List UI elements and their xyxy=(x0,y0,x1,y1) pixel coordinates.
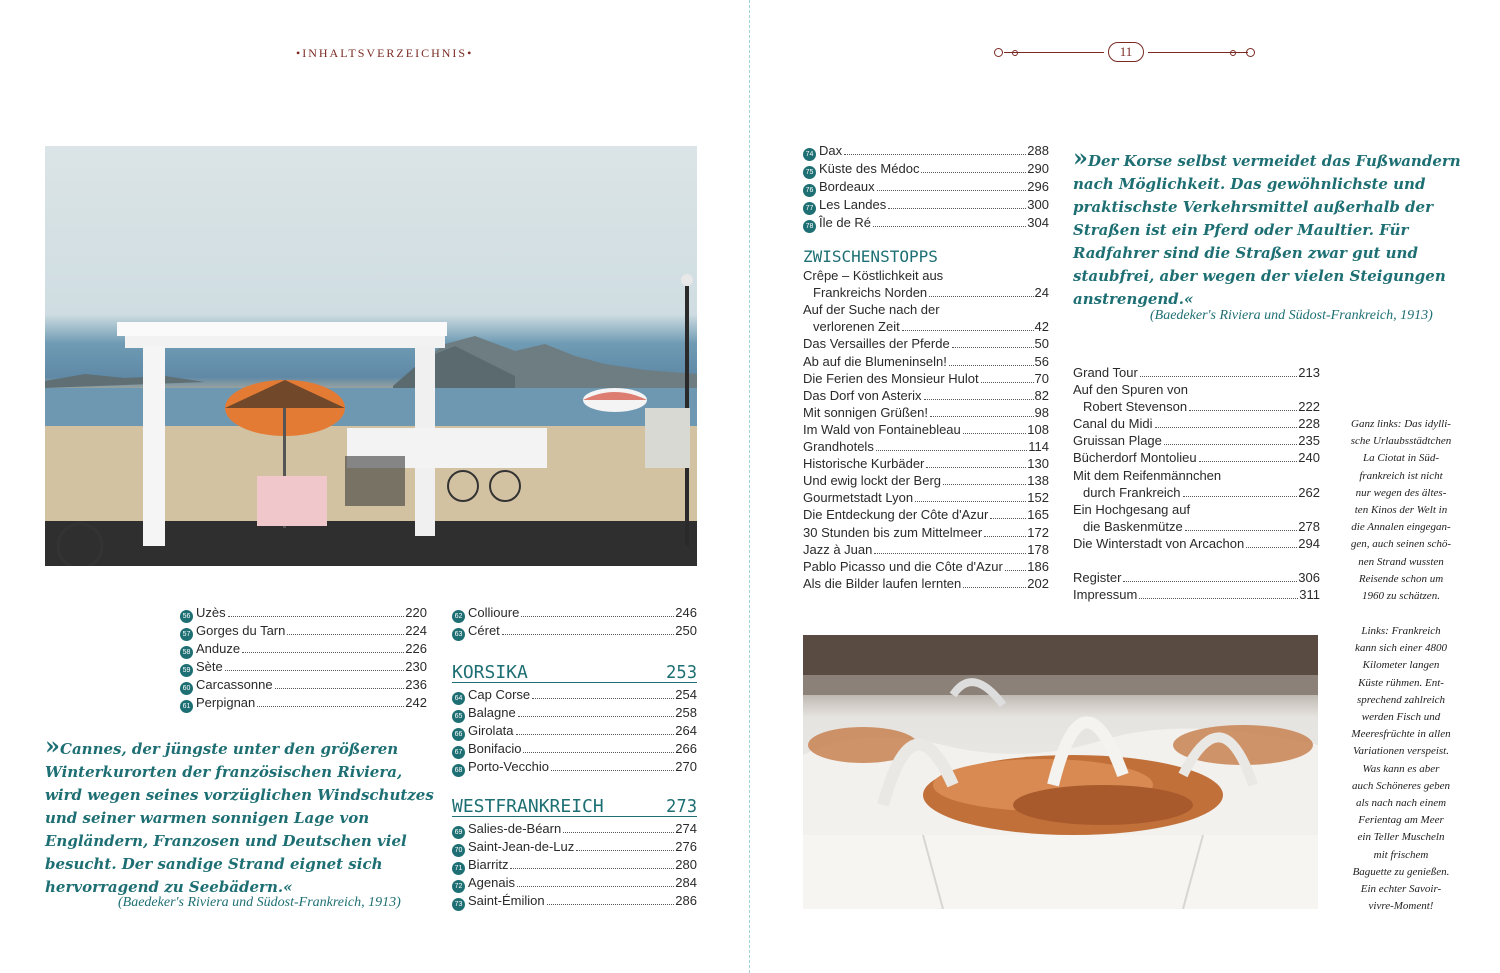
leader-dots xyxy=(981,382,1034,383)
text-line: Der Korse selbst vermeidet das Fußwandern xyxy=(1088,152,1461,170)
list-item xyxy=(1073,364,1320,381)
chapter-number-badge: 56 xyxy=(180,610,193,623)
text-line: Meeresfrüchte in allen xyxy=(1351,728,1451,741)
list-item xyxy=(803,404,1049,421)
leader-dots xyxy=(517,886,674,887)
list-item xyxy=(180,640,427,658)
list-item xyxy=(803,489,1049,506)
list-item-page: 70 xyxy=(1034,370,1049,386)
list-item-title: Anduze xyxy=(196,641,241,656)
text-line: hervorragend zu Seebädern.« xyxy=(45,878,293,896)
list-item xyxy=(180,676,427,694)
list-item-title: Perpignan xyxy=(196,695,256,710)
list-item-title: Frankreichs Norden xyxy=(813,285,928,301)
chapter-number-badge: 65 xyxy=(452,710,465,723)
chapter-number-badge: 61 xyxy=(180,700,193,713)
chapter-number-badge: 67 xyxy=(452,746,465,759)
leader-dots xyxy=(952,347,1034,348)
list-item-page: 288 xyxy=(1027,143,1049,158)
list-item-title: Collioure xyxy=(468,605,520,620)
text-line: 1960 zu schätzen. xyxy=(1362,590,1440,603)
caption-beach xyxy=(1335,416,1467,605)
list-item xyxy=(1073,586,1320,603)
leader-dots xyxy=(943,484,1026,485)
list-item-line: Mit dem Reifenmännchen xyxy=(1073,467,1222,483)
text-line: Ganz links: Das idylli- xyxy=(1351,418,1451,430)
text-line: Variationen verspeist. xyxy=(1353,745,1449,758)
leader-dots xyxy=(1199,461,1298,462)
list-item xyxy=(1073,535,1320,552)
list-item-page: 82 xyxy=(1034,387,1049,403)
list-item-page: 213 xyxy=(1298,365,1320,380)
list-item-page: 266 xyxy=(675,741,697,757)
list-item-page: 274 xyxy=(675,821,697,837)
list-item xyxy=(452,874,697,892)
list-item-title: Gruissan Plage xyxy=(1073,433,1162,449)
leader-dots xyxy=(877,190,1027,191)
list-item-title: Die Ferien des Monsieur Hulot xyxy=(803,370,979,386)
list-item-page: 130 xyxy=(1027,456,1049,472)
chapter-number-badge: 68 xyxy=(452,764,465,777)
leader-dots xyxy=(563,832,674,833)
list-item-title: die Baskenmütze xyxy=(1083,518,1183,534)
toc-left-column xyxy=(180,604,427,712)
list-item-page: 270 xyxy=(675,759,697,775)
leader-dots xyxy=(915,501,1026,502)
leader-dots xyxy=(1155,427,1298,428)
list-item-title: Bücherdorf Montolieu xyxy=(1073,450,1197,466)
leader-dots xyxy=(949,365,1034,366)
list-item-title: Die Winterstadt von Arcachon xyxy=(1073,535,1245,551)
text-line: Ferientag am Meer xyxy=(1358,814,1444,827)
list-item-title: durch Frankreich xyxy=(1083,484,1181,500)
chapter-number-badge: 71 xyxy=(452,862,465,875)
list-item-title: Porto-Vecchio xyxy=(468,759,549,775)
text-line: Links: Frankreich xyxy=(1361,625,1441,637)
chapter-number-badge: 60 xyxy=(180,682,193,695)
leader-dots xyxy=(929,296,1033,297)
caption-shells xyxy=(1335,623,1467,915)
list-item xyxy=(452,722,697,740)
text-line: mit frischem xyxy=(1373,848,1429,861)
text-line: Ein echter Savoir- xyxy=(1360,883,1442,896)
list-item xyxy=(452,740,697,758)
spine-fold xyxy=(749,0,750,973)
text-line: staubfrei, aber wegen der vielen Steigungen xyxy=(1073,267,1446,285)
text-line: und seiner warmen sonnigen Lage von xyxy=(45,809,370,827)
chapter-number-badge: 63 xyxy=(452,628,465,641)
list-item-page: 264 xyxy=(675,723,697,739)
list-item xyxy=(803,387,1049,404)
list-item xyxy=(1073,415,1320,432)
leader-dots xyxy=(924,399,1034,400)
list-item-title: Register xyxy=(1073,570,1122,586)
list-item xyxy=(452,820,697,838)
list-item xyxy=(1073,449,1320,466)
text-line: auch Schöneres geben xyxy=(1352,779,1450,792)
text-line: anstrengend.« xyxy=(1073,290,1194,308)
text-line: werden Fisch und xyxy=(1361,711,1441,724)
text-line: nur wegen des ältes- xyxy=(1355,486,1447,499)
toc-right-column xyxy=(803,142,1049,592)
list-item xyxy=(803,421,1049,438)
list-item-page: 284 xyxy=(675,875,697,891)
list-item-title: Bonifacio xyxy=(468,741,522,757)
leader-dots xyxy=(551,770,674,771)
chapter-number-badge: 69 xyxy=(452,826,465,839)
text-line: ten Kinos der Welt in xyxy=(1354,504,1448,517)
list-item xyxy=(803,178,1049,196)
text-line: Reisende schon um xyxy=(1358,572,1444,585)
leader-dots xyxy=(275,688,405,689)
list-item xyxy=(803,196,1049,214)
list-item xyxy=(180,694,427,712)
text-line: Straßen ist ein Pferd oder Maultier. Für xyxy=(1073,221,1409,239)
text-line: Kilometer langen xyxy=(1362,659,1440,672)
list-item-title: Grand Tour xyxy=(1073,365,1138,380)
leader-dots xyxy=(1185,530,1298,531)
chapter-number-badge: 62 xyxy=(452,610,465,623)
list-item-title: 30 Stunden bis zum Mittelmeer xyxy=(803,524,983,540)
text-line: als nach nach einem xyxy=(1355,797,1447,810)
list-item-title: Küste des Médoc xyxy=(819,161,920,176)
leader-dots xyxy=(523,752,674,753)
toc-right-second-column xyxy=(1073,364,1320,603)
list-item xyxy=(452,622,697,640)
chapter-number-badge: 66 xyxy=(452,728,465,741)
list-item-title: Île de Ré xyxy=(819,215,872,230)
list-item xyxy=(452,856,697,874)
text-line: gen, auch seinen schö- xyxy=(1350,538,1452,551)
list-item-page: 235 xyxy=(1298,433,1320,449)
list-item xyxy=(803,558,1049,575)
list-item xyxy=(452,838,697,856)
list-item-page: 250 xyxy=(675,623,697,638)
leader-dots xyxy=(888,208,1026,209)
quote-left: »Cannes, der jüngste unter den größeren Winterkurorten der französischen Riviera, wird wegen seines vorzüglichen Windschutzes und seiner warmen sonnigen Lage von Engländern, Franzosen und Deutschen viel besucht. Der sandige Strand eignet sich hervorragend zu Seebädern.« xyxy=(45,731,434,896)
list-item-title: Biarritz xyxy=(468,857,509,873)
leader-dots xyxy=(518,716,675,717)
list-item-page: 152 xyxy=(1027,490,1049,506)
beach-photo-drawing xyxy=(45,146,697,566)
running-head: •INHALTSVERZEICHNIS• xyxy=(296,46,474,60)
list-item-line: Auf der Suche nach der xyxy=(803,302,940,318)
list-item-title: Im Wald von Fontainebleau xyxy=(803,421,961,437)
leader-dots xyxy=(963,433,1027,434)
list-item-title: Gorges du Tarn xyxy=(196,623,286,638)
text-line: sche Urlaubsstädtchen xyxy=(1350,435,1452,448)
list-item-page: 276 xyxy=(675,839,697,855)
list-item xyxy=(803,353,1049,370)
leader-dots xyxy=(516,734,675,735)
chapter-number-badge: 74 xyxy=(803,148,816,161)
leader-dots xyxy=(1164,444,1297,445)
list-item-page: 114 xyxy=(1028,439,1049,455)
chapter-number-badge: 78 xyxy=(803,220,816,233)
list-item-page: 224 xyxy=(405,623,427,638)
text-line: wird wegen seines vorzüglichen Windschutzes xyxy=(45,786,434,804)
list-item xyxy=(452,686,697,704)
text-line: nach Möglichkeit. Das gewöhnlichste und xyxy=(1073,175,1426,193)
chapter-number-badge: 75 xyxy=(803,166,816,179)
list-item xyxy=(803,438,1049,455)
list-item-title: Robert Stevenson xyxy=(1083,399,1188,415)
leader-dots xyxy=(874,553,1026,554)
list-item xyxy=(180,622,427,640)
quote-right: »Der Korse selbst vermeidet das Fußwandern nach Möglichkeit. Das gewöhnlichste und praktischste Verkehrsmittel außerhalb der Straßen ist ein Pferd oder Maultier. Für Radfahrer sind die Straßen zwar gut und staubfrei, aber wegen der vielen Steigungen anstrengend.« xyxy=(1073,143,1461,308)
list-item-title: Impressum xyxy=(1073,587,1138,603)
list-item-title: Das Dorf von Asterix xyxy=(803,387,922,403)
list-item xyxy=(803,541,1049,558)
list-item-page: 296 xyxy=(1027,179,1049,194)
section-korsika: KORSIKA 253 xyxy=(452,662,697,683)
leader-dots xyxy=(873,226,1026,227)
list-item-page: 306 xyxy=(1298,570,1320,586)
text-line: frankreich ist nicht xyxy=(1359,469,1443,482)
chapter-number-badge: 57 xyxy=(180,628,193,641)
list-item-title: Canal du Midi xyxy=(1073,416,1153,432)
list-item-page: 300 xyxy=(1027,197,1049,212)
list-item-page: 246 xyxy=(675,605,697,620)
text-line: praktischste Verkehrsmittel außerhalb der xyxy=(1073,198,1433,216)
list-item xyxy=(180,604,427,622)
chapter-number-badge: 58 xyxy=(180,646,193,659)
list-item-page: 138 xyxy=(1027,473,1049,489)
list-item xyxy=(803,524,1049,541)
list-item xyxy=(803,284,1049,301)
list-item-page: 98 xyxy=(1034,404,1049,420)
leader-dots xyxy=(876,450,1027,451)
list-item xyxy=(452,758,697,776)
list-item-title: Dax xyxy=(819,143,843,158)
list-item-page: 42 xyxy=(1034,319,1049,335)
list-item xyxy=(452,604,697,622)
list-item-page: 230 xyxy=(405,659,427,674)
list-item-page: 236 xyxy=(405,677,427,692)
list-item-title: Balagne xyxy=(468,705,516,721)
list-item-title: Agenais xyxy=(468,875,515,891)
list-item-page: 286 xyxy=(675,893,697,909)
list-item-page: 108 xyxy=(1027,421,1049,437)
list-item-title: Ab auf die Blumeninseln! xyxy=(803,353,947,369)
chapter-number-badge: 73 xyxy=(452,898,465,911)
list-item-title: Saint-Jean-de-Luz xyxy=(468,839,575,855)
list-item-title: Die Entdeckung der Côte d'Azur xyxy=(803,507,989,523)
list-item xyxy=(1073,432,1320,449)
leader-dots xyxy=(926,467,1026,468)
list-item xyxy=(1073,484,1320,501)
leader-dots xyxy=(1123,581,1297,582)
leader-dots xyxy=(984,536,1026,537)
list-item-title: Saint-Émilion xyxy=(468,893,545,909)
text-line: kann sich einer 4800 xyxy=(1355,642,1447,655)
list-item-page: 258 xyxy=(675,705,697,721)
text-line: nen Strand wussten xyxy=(1358,555,1444,568)
scallop-shells-photo xyxy=(803,635,1318,909)
list-item-page: 304 xyxy=(1027,215,1049,230)
leader-dots xyxy=(1139,598,1298,599)
chapter-number-badge: 64 xyxy=(452,692,465,705)
leader-dots xyxy=(287,634,404,635)
list-item-line: Crêpe – Köstlichkeit aus xyxy=(803,268,944,284)
list-item-page: 50 xyxy=(1034,336,1049,352)
chapter-number-badge: 70 xyxy=(452,844,465,857)
leader-dots xyxy=(228,616,405,617)
leader-dots xyxy=(1183,496,1298,497)
list-item-title: Salies-de-Béarn xyxy=(468,821,562,837)
leader-dots xyxy=(1140,376,1298,377)
leader-dots xyxy=(1005,570,1027,571)
text-line: vivre-Moment! xyxy=(1368,900,1434,913)
list-item-page: 56 xyxy=(1034,353,1049,369)
text-line: ein Teller Muscheln xyxy=(1357,831,1445,844)
list-item-page: 178 xyxy=(1027,541,1049,557)
list-item xyxy=(803,160,1049,178)
list-item xyxy=(803,506,1049,523)
list-item-page: 220 xyxy=(405,605,427,620)
text-line: Was kann es aber xyxy=(1362,762,1440,775)
list-item-title: Céret xyxy=(468,623,500,638)
list-item-title: Bordeaux xyxy=(819,179,875,194)
list-item-page: 202 xyxy=(1027,575,1049,591)
leader-dots xyxy=(844,154,1026,155)
list-item-page: 290 xyxy=(1027,161,1049,176)
list-item xyxy=(452,704,697,722)
list-item-title: Historische Kurbäder xyxy=(803,456,925,472)
text-line: die Annalen eingegan- xyxy=(1351,521,1451,534)
toc-middle-column xyxy=(452,604,697,910)
text-line: La Ciotat in Süd- xyxy=(1362,452,1440,465)
scallop-shells-drawing xyxy=(803,635,1318,909)
list-item-title: Grandhotels xyxy=(803,439,874,455)
list-item xyxy=(1073,398,1320,415)
list-item-title: Carcassonne xyxy=(196,677,273,692)
chapter-number-badge: 59 xyxy=(180,664,193,677)
leader-dots xyxy=(963,587,1026,588)
beach-photo xyxy=(45,146,697,566)
list-item-page: 222 xyxy=(1298,399,1320,415)
list-item-title: Pablo Picasso und die Côte d'Azur xyxy=(803,558,1003,574)
leader-dots xyxy=(576,850,674,851)
text-line: Cannes, der jüngste unter den größeren xyxy=(60,740,399,758)
leader-dots xyxy=(510,868,674,869)
list-item-page: 226 xyxy=(405,641,427,656)
list-item xyxy=(803,318,1049,335)
chapter-number-badge: 72 xyxy=(452,880,465,893)
list-item xyxy=(803,472,1049,489)
list-item-page: 165 xyxy=(1027,507,1049,523)
list-item-page: 262 xyxy=(1298,484,1320,500)
list-item xyxy=(452,892,697,910)
leader-dots xyxy=(532,698,674,699)
text-line: Küste rühmen. Ent- xyxy=(1358,676,1444,689)
leader-dots xyxy=(547,904,675,905)
leader-dots xyxy=(257,706,404,707)
list-item-title: Sète xyxy=(196,659,223,674)
list-item-page: 254 xyxy=(675,687,697,703)
page-number-ornament xyxy=(990,40,1260,66)
list-item-title: Mit sonnigen Grüßen! xyxy=(803,404,929,420)
list-item xyxy=(803,142,1049,160)
chapter-number-badge: 77 xyxy=(803,202,816,215)
list-item-page: 24 xyxy=(1034,285,1049,301)
list-item xyxy=(803,455,1049,472)
leader-dots xyxy=(930,416,1034,417)
list-item-line: Auf den Spuren von xyxy=(1073,382,1188,398)
list-item-title: Uzès xyxy=(196,605,226,620)
list-item xyxy=(1073,518,1320,535)
list-item-title: Cap Corse xyxy=(468,687,531,703)
list-item-title: Gourmetstadt Lyon xyxy=(803,490,914,506)
list-item-page: 228 xyxy=(1298,416,1320,432)
section-zwischenstopps: ZWISCHENSTOPPS xyxy=(803,247,938,266)
list-item-page: 280 xyxy=(675,857,697,873)
text-line: sprechend zahlreich xyxy=(1356,693,1446,706)
list-item xyxy=(803,335,1049,352)
list-item-title: Jazz à Juan xyxy=(803,541,873,557)
leader-dots xyxy=(242,652,404,653)
text-line: Winterkurorten der französischen Riviera, xyxy=(45,763,403,781)
list-item-title: Das Versailles der Pferde xyxy=(803,336,950,352)
list-item-title: Les Landes xyxy=(819,197,887,212)
list-item-line: Ein Hochgesang auf xyxy=(1073,501,1191,517)
page-number: 11 xyxy=(1108,42,1144,62)
list-item-page: 172 xyxy=(1027,524,1049,540)
list-item-page: 186 xyxy=(1027,558,1049,574)
list-item xyxy=(1073,569,1320,586)
leader-dots xyxy=(990,518,1026,519)
leader-dots xyxy=(1189,410,1297,411)
list-item-page: 242 xyxy=(405,695,427,710)
leader-dots xyxy=(502,634,675,635)
text-line: Radfahrer sind die Straßen zwar gut und xyxy=(1073,244,1418,262)
list-item-page: 294 xyxy=(1298,535,1320,551)
chapter-number-badge: 76 xyxy=(803,184,816,197)
list-item xyxy=(803,214,1049,232)
list-item-page: 311 xyxy=(1299,587,1320,603)
leader-dots xyxy=(921,172,1026,173)
quote-left-source: (Baedeker's Riviera und Südost-Frankreich, 1913) xyxy=(118,895,401,910)
quote-right-source: (Baedeker's Riviera und Südost-Frankreich, 1913) xyxy=(1150,308,1433,323)
list-item xyxy=(803,575,1049,592)
list-item xyxy=(180,658,427,676)
list-item xyxy=(803,370,1049,387)
list-item-title: Als die Bilder laufen lernten xyxy=(803,575,962,591)
section-westfrankreich: WESTFRANKREICH 273 xyxy=(452,796,697,818)
list-item-title: Und ewig lockt der Berg xyxy=(803,473,942,489)
text-line: besucht. Der sandige Strand eignet sich xyxy=(45,855,383,873)
list-item-page: 278 xyxy=(1298,518,1320,534)
leader-dots xyxy=(521,616,674,617)
list-item-page: 240 xyxy=(1298,450,1320,466)
text-line: Engländern, Franzosen und Deutschen viel xyxy=(45,832,407,850)
text-line: Baguette zu genießen. xyxy=(1352,865,1450,878)
leader-dots xyxy=(902,330,1034,331)
list-item-title: verlorenen Zeit xyxy=(813,319,900,335)
list-item-title: Girolata xyxy=(468,723,514,739)
leader-dots xyxy=(225,670,405,671)
leader-dots xyxy=(1246,547,1297,548)
